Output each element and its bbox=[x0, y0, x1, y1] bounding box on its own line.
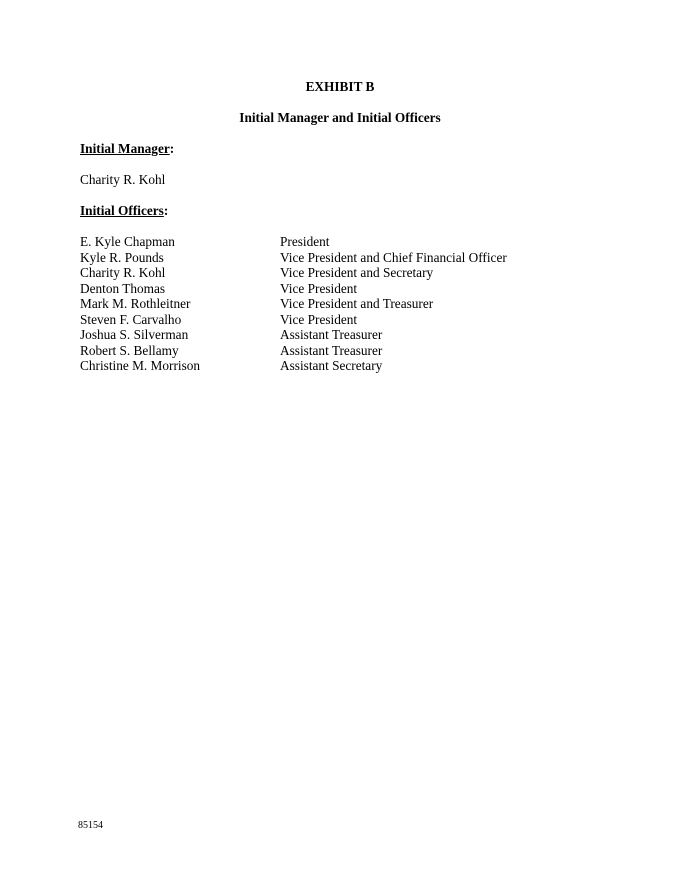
officer-row bbox=[80, 358, 600, 374]
officer-title: Vice President bbox=[280, 311, 358, 327]
officer-name: Charity R. Kohl bbox=[80, 265, 166, 280]
officer-name: Denton Thomas bbox=[80, 280, 166, 296]
initial-manager-heading-text: Initial Manager bbox=[80, 141, 170, 156]
officer-title: Vice President and Treasurer bbox=[280, 296, 434, 311]
officer-row bbox=[80, 265, 600, 281]
officer-row bbox=[80, 312, 600, 328]
officer-name: E. Kyle Chapman bbox=[80, 234, 175, 249]
officer-row bbox=[80, 327, 600, 343]
officer-row bbox=[80, 250, 600, 266]
officer-name: Robert S. Bellamy bbox=[80, 342, 179, 358]
initial-manager-name: Charity R. Kohl bbox=[80, 172, 166, 187]
officer-row bbox=[80, 281, 600, 297]
officer-title: Assistant Secretary bbox=[280, 358, 383, 373]
initial-officers-heading-colon: : bbox=[163, 203, 169, 218]
officer-name: Christine M. Morrison bbox=[80, 358, 201, 373]
officer-list bbox=[80, 234, 600, 374]
initial-officers-heading bbox=[80, 203, 600, 219]
officer-title: Vice President and Secretary bbox=[280, 265, 434, 280]
officer-title: Vice President and Chief Financial Officer bbox=[280, 249, 507, 265]
document-content bbox=[80, 79, 600, 374]
exhibit-title: EXHIBIT B bbox=[305, 79, 375, 94]
officer-title: Vice President bbox=[280, 280, 358, 296]
officer-title: Assistant Treasurer bbox=[280, 342, 383, 358]
officer-row bbox=[80, 234, 600, 250]
initial-manager-heading bbox=[80, 141, 600, 157]
officer-row bbox=[80, 296, 600, 312]
officer-title: President bbox=[280, 234, 330, 249]
initial-manager-heading-colon: : bbox=[169, 141, 175, 156]
officer-name: Kyle R. Pounds bbox=[80, 249, 164, 265]
document-control-number: 85154 bbox=[78, 820, 103, 831]
initial-officers-heading-text: Initial Officers bbox=[80, 203, 164, 218]
officer-row bbox=[80, 343, 600, 359]
document-subtitle: Initial Manager and Initial Officers bbox=[239, 110, 441, 125]
officer-title: Assistant Treasurer bbox=[280, 327, 383, 342]
officer-name: Joshua S. Silverman bbox=[80, 327, 189, 342]
officer-name: Steven F. Carvalho bbox=[80, 311, 182, 327]
officer-name: Mark M. Rothleitner bbox=[80, 296, 191, 311]
